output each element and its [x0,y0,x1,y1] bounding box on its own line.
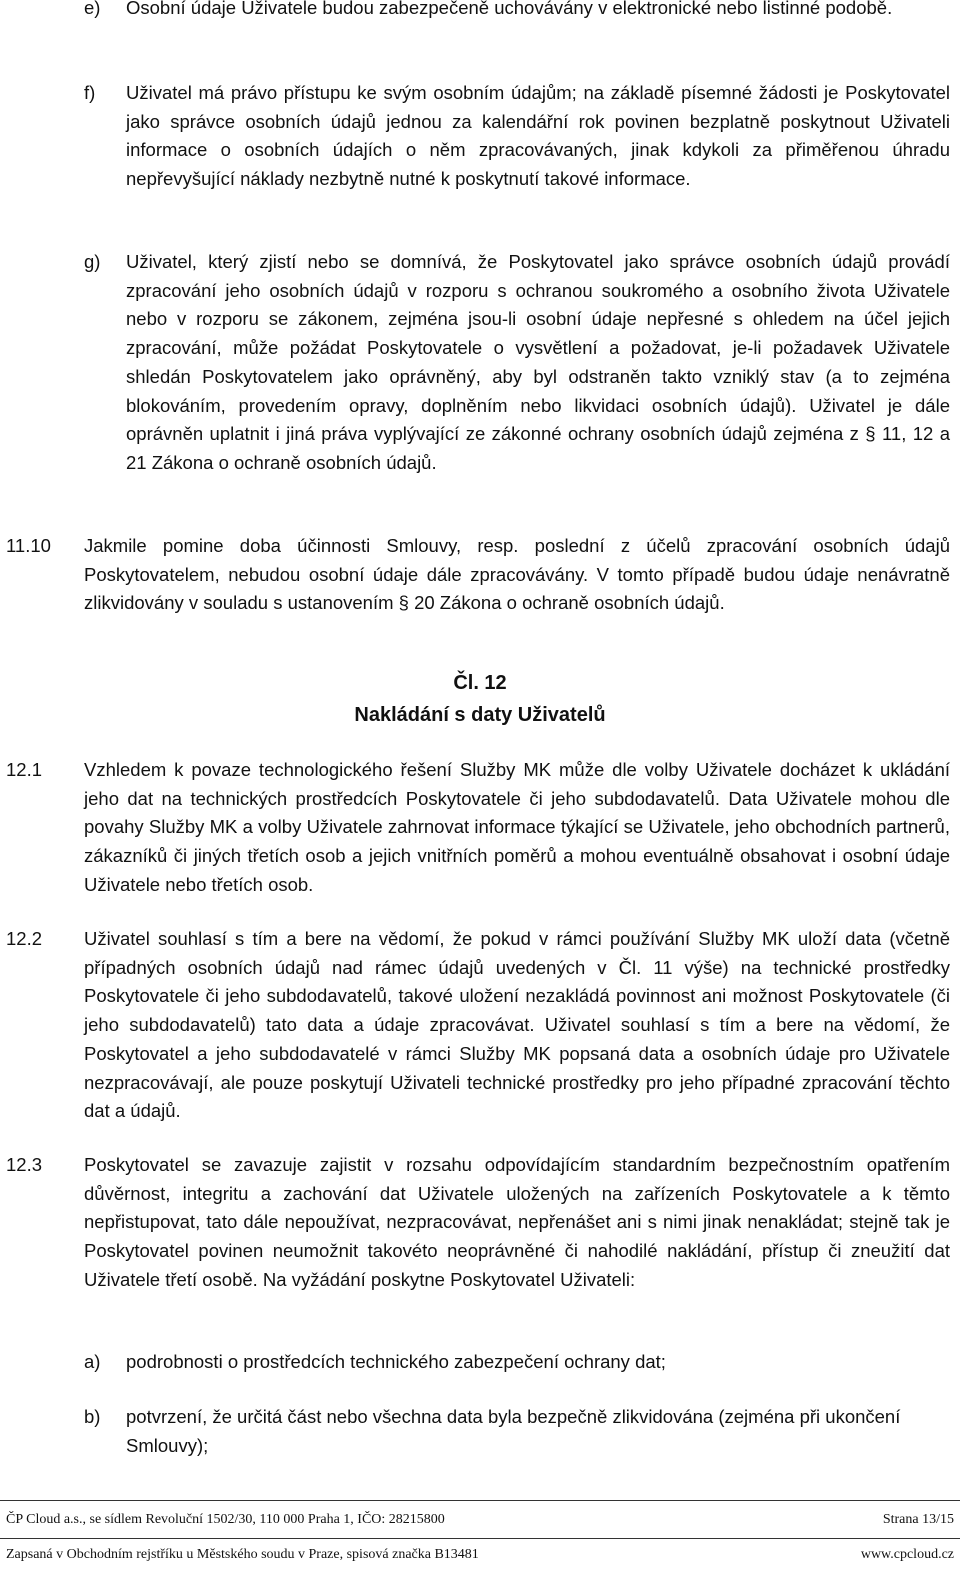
footer-registry: Zapsaná v Obchodním rejstříku u Městského soudu v Praze, spisová značka B13481 [6,1547,479,1562]
item-f-text: Uživatel má právo přístupu ke svým osobním údajům; na základě písemné žádosti je Poskytovatel jako správce osobních údajů jednou za kalendářní rok povinen bezplatně poskytnout Uživateli informace o osobních údajích o něm zpracovávaných, jinak kdykoli za přiměřenou úhradu nepřevyšující náklady nezbytně nutné k poskytnutí takové informace. [126,82,950,190]
footer-page-number: Strana 13/15 [882,1512,954,1527]
section-12-1-number: 12.1 [6,759,43,780]
item-f-label: f) [84,82,96,103]
section-12-2-number: 12.2 [6,928,43,949]
section-11-10-text: Jakmile pomine doba účinnosti Smlouvy, resp. poslední z účelů zpracování osobních údajů Poskytovatelem, nebudou osobní údaje dále zpracovávány. V tomto případě budou údaje nenávratně zlikvidovány v souladu s ustanovením § 20 Zákona o ochraně osobních údajů. [84,535,950,614]
item-e-label: e) [84,0,101,18]
subitem-a-text: podrobnosti o prostředcích technického zabezpečení ochrany dat; [126,1351,666,1372]
section-11-10-number: 11.10 [6,535,51,556]
section-12-1-text: Vzhledem k povaze technologického řešení Služby MK může dle volby Uživatele docházet k ukládání jeho dat na technických prostředcích Poskytovatele či jeho subdodavatelů. Data Uživatele mohou dle povahy Služby MK a volby Uživatele zahrnovat informace týkající se Uživatele, jeho obchodních partnerů, zákazníků či jiných třetích osob a jejich vnitřních poměrů a mohou eventuálně obsahovat i osobní údaje Uživatele nebo třetích osob. [84,759,950,895]
footer-top-rule [0,1500,960,1501]
subitem-b-text: potvrzení, že určitá část nebo všechna data byla bezpečně zlikvidována (zejména při ukončení Smlouvy); [126,1406,901,1456]
article-title: Nakládání s daty Uživatelů [354,704,606,726]
item-e-text: Osobní údaje Uživatele budou zabezpečeně uchovávány v elektronické nebo listinné podobě. [126,0,893,18]
section-12-3-text: Poskytovatel se zavazuje zajistit v rozsahu odpovídajícím standardním bezpečnostním opatřením důvěrnost, integritu a zachování dat Uživatele uložených na zařízeních Poskytovatele a k těmto nepřistupovat, tato dále nepoužívat, nezpracovávat, nepřenášet ani s nimi jinak nenakládat; stejně tak je Poskytovatel povinen neumožnit takovéto neoprávněné či nahodilé nakládání, přístup či zneužití dat Uživatele třetí osobě. Na vyžádání poskytne Poskytovatel Uživateli: [84,1154,950,1290]
subitem-a-label: a) [84,1351,101,1372]
footer-company: ČP Cloud a.s., se sídlem Revoluční 1502/30, 110 000 Praha 1, IČO: 28215800 [6,1512,445,1527]
footer-website: www.cpcloud.cz [860,1547,954,1562]
article-number: Čl. 12 [453,672,507,694]
item-g-text: Uživatel, který zjistí nebo se domnívá, že Poskytovatel jako správce osobních údajů provádí zpracování jeho osobních údajů v rozporu s ochranou soukromého a osobního života Uživatele nebo v rozporu se zákonem, zejména jsou-li osobní údaje nepřesné s ohledem na účel jejich zpracování, může požádat Poskytovatele o vysvětlení a požadovat, je-li požadavek Uživatele shledán Poskytovatelem jako oprávněný, aby byl odstraněn takto vzniklý stav (a to zejména blokováním, provedením opravy, doplněním nebo likvidaci osobních údajů). Uživatel je dále oprávněn uplatnit i jiná práva vyplývající ze zákonné ochrany osobních údajů zejména z § 11, 12 a 21 Zákona o ochraně osobních údajů. [126,251,950,473]
footer-middle-rule [0,1538,960,1539]
item-g-label: g) [84,251,101,272]
section-12-3-number: 12.3 [6,1154,43,1175]
subitem-b-label: b) [84,1406,101,1427]
section-12-2-text: Uživatel souhlasí s tím a bere na vědomí, že pokud v rámci používání Služby MK uloží data (včetně případných osobních údajů nad rámec údajů uvedených v Čl. 11 výše) na technické prostředky Poskytovatele či jeho subdodavatelů, takové uložení nezakládá povinnost ani možnost Poskytovatele (či jeho subdodavatelů) tato data a údaje zpracovávat. Uživatel souhlasí s tím a bere na vědomí, že Poskytovatel a jeho subdodavatelé v rámci Služby MK popsaná data a osobních údaje pro Uživatele nezpracovávají, ale pouze poskytují Uživateli technické prostředky pro jeho případné zpracování těchto dat a údajů. [84,928,950,1122]
